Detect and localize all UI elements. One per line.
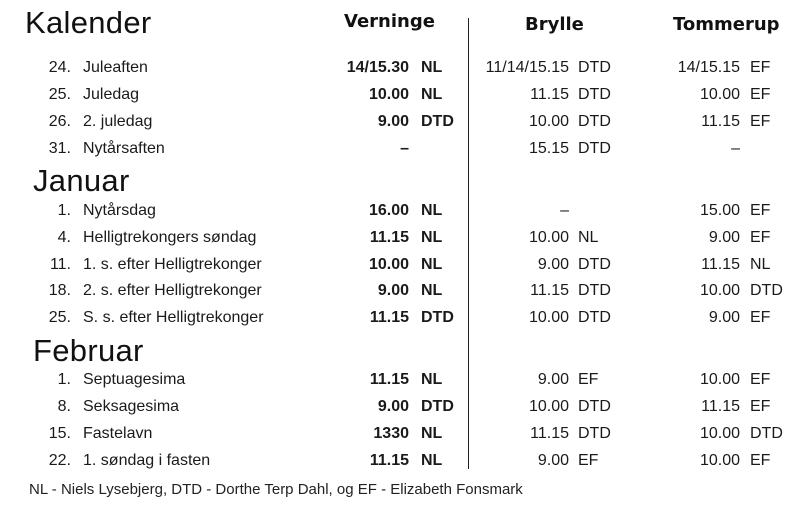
brylle-priest: EF [578,452,599,469]
tommerup-priest: DTD [750,282,783,299]
verninge-time: 10.00 [368,86,409,103]
service-name: 1. søndag i fasten [83,452,211,469]
verninge-time: 11.15 [369,371,409,388]
verninge-time: 9.00 [377,282,409,299]
verninge-time: 9.00 [377,113,409,130]
brylle-time: 11.15 [530,425,569,442]
verninge-priest: NL [421,371,443,388]
brylle-priest: DTD [578,425,611,442]
tommerup-time: 9.00 [708,309,740,326]
day-number: 1. [57,371,71,388]
tommerup-time: – [731,140,740,157]
brylle-priest: DTD [578,256,611,273]
column-header-tommerup: Tommerup [673,14,780,35]
tommerup-time: 14/15.15 [677,59,740,76]
table-row [0,393,797,420]
brylle-time: 15.15 [528,140,569,157]
day-number: 25. [48,86,71,103]
verninge-time: 11.15 [369,452,409,469]
day-number: 4. [57,229,71,246]
tommerup-priest: EF [750,59,771,76]
column-header-verninge: Verninge [344,11,435,32]
verninge-priest: NL [421,425,443,442]
service-name: Juledag [83,86,140,103]
service-name: Nytårsdag [83,202,156,219]
tommerup-time: 10.00 [699,86,740,103]
tommerup-time: 10.00 [699,282,740,299]
brylle-priest: DTD [578,86,611,103]
service-name: S. s. efter Helligtrekonger [83,309,264,326]
tommerup-time: 9.00 [708,229,740,246]
tommerup-time: 10.00 [699,452,740,469]
verninge-time: 16.00 [368,202,409,219]
service-name: Septuagesima [83,371,186,388]
table-row [0,420,797,447]
brylle-time: 10.00 [528,113,569,130]
service-name: Helligtrekongers søndag [83,229,257,246]
table-row [0,447,797,474]
brylle-priest: DTD [578,59,611,76]
tommerup-priest: EF [750,309,771,326]
table-row [0,366,797,393]
day-number: 26. [48,113,71,130]
day-number: 15. [48,425,71,442]
verninge-time: 10.00 [368,256,409,273]
month-heading-januar: Januar [33,163,130,198]
tommerup-time: 15.00 [699,202,740,219]
brylle-priest: EF [578,371,599,388]
brylle-time: 11.15 [530,282,569,299]
verninge-priest: NL [421,282,443,299]
brylle-time: 11/14/15.15 [485,59,569,76]
day-number: 31. [48,140,71,157]
brylle-time: 9.00 [537,256,569,273]
tommerup-priest: EF [750,86,771,103]
day-number: 24. [48,59,71,76]
table-row [0,81,797,108]
table-row [0,277,797,304]
day-number: 25. [48,309,71,326]
service-name: Nytårsaften [83,140,165,157]
brylle-priest: NL [578,229,599,246]
tommerup-priest: DTD [750,425,783,442]
table-row [0,135,797,162]
verninge-priest: NL [421,256,443,273]
brylle-priest: DTD [578,282,611,299]
verninge-priest: NL [421,202,443,219]
table-row [0,224,797,251]
verninge-priest: DTD [421,398,454,415]
legend-footer: NL - Niels Lysebjerg, DTD - Dorthe Terp Dahl, og EF - Elizabeth Fonsmark [29,481,523,498]
tommerup-priest: EF [750,113,771,130]
brylle-priest: DTD [578,398,611,415]
day-number: 1. [57,202,71,219]
service-name: Fastelavn [83,425,153,442]
verninge-time: – [400,140,409,157]
brylle-priest: DTD [578,309,611,326]
tommerup-time: 10.00 [699,425,740,442]
calendar-title: Kalender [25,5,152,40]
brylle-time: 9.00 [537,452,569,469]
service-name: 1. s. efter Helligtrekonger [83,256,262,273]
tommerup-time: 11.15 [701,398,740,415]
table-row [0,54,797,81]
day-number: 11. [49,256,71,273]
brylle-priest: DTD [578,113,611,130]
column-header-brylle: Brylle [525,14,584,35]
brylle-time: 9.00 [537,371,569,388]
day-number: 8. [57,398,71,415]
brylle-priest: DTD [578,140,611,157]
service-name: 2. juledag [83,113,153,130]
day-number: 18. [48,282,71,299]
service-name: Juleaften [83,59,148,76]
brylle-time: 10.00 [528,309,569,326]
brylle-time: 11.15 [530,86,569,103]
tommerup-priest: EF [750,202,771,219]
verninge-priest: DTD [421,309,454,326]
tommerup-priest: NL [750,256,771,273]
brylle-time: – [560,202,569,219]
verninge-priest: NL [421,229,443,246]
table-row [0,197,797,224]
table-row [0,304,797,331]
tommerup-priest: EF [750,229,771,246]
verninge-priest: DTD [421,113,454,130]
verninge-time: 11.15 [369,309,409,326]
verninge-time: 11.15 [369,229,409,246]
service-name: 2. s. efter Helligtrekonger [83,282,262,299]
table-row [0,108,797,135]
tommerup-time: 11.15 [701,256,740,273]
tommerup-priest: EF [750,371,771,388]
table-row [0,251,797,278]
month-heading-februar: Februar [33,333,144,368]
tommerup-time: 10.00 [699,371,740,388]
service-name: Seksagesima [83,398,180,415]
verninge-time: 1330 [373,425,409,442]
brylle-time: 10.00 [528,229,569,246]
day-number: 22. [48,452,71,469]
verninge-priest: NL [421,452,443,469]
verninge-time: 14/15.30 [346,59,409,76]
tommerup-priest: EF [750,398,771,415]
verninge-priest: NL [421,59,443,76]
verninge-priest: NL [421,86,443,103]
tommerup-time: 11.15 [701,113,740,130]
verninge-time: 9.00 [377,398,409,415]
brylle-time: 10.00 [528,398,569,415]
tommerup-priest: EF [750,452,771,469]
